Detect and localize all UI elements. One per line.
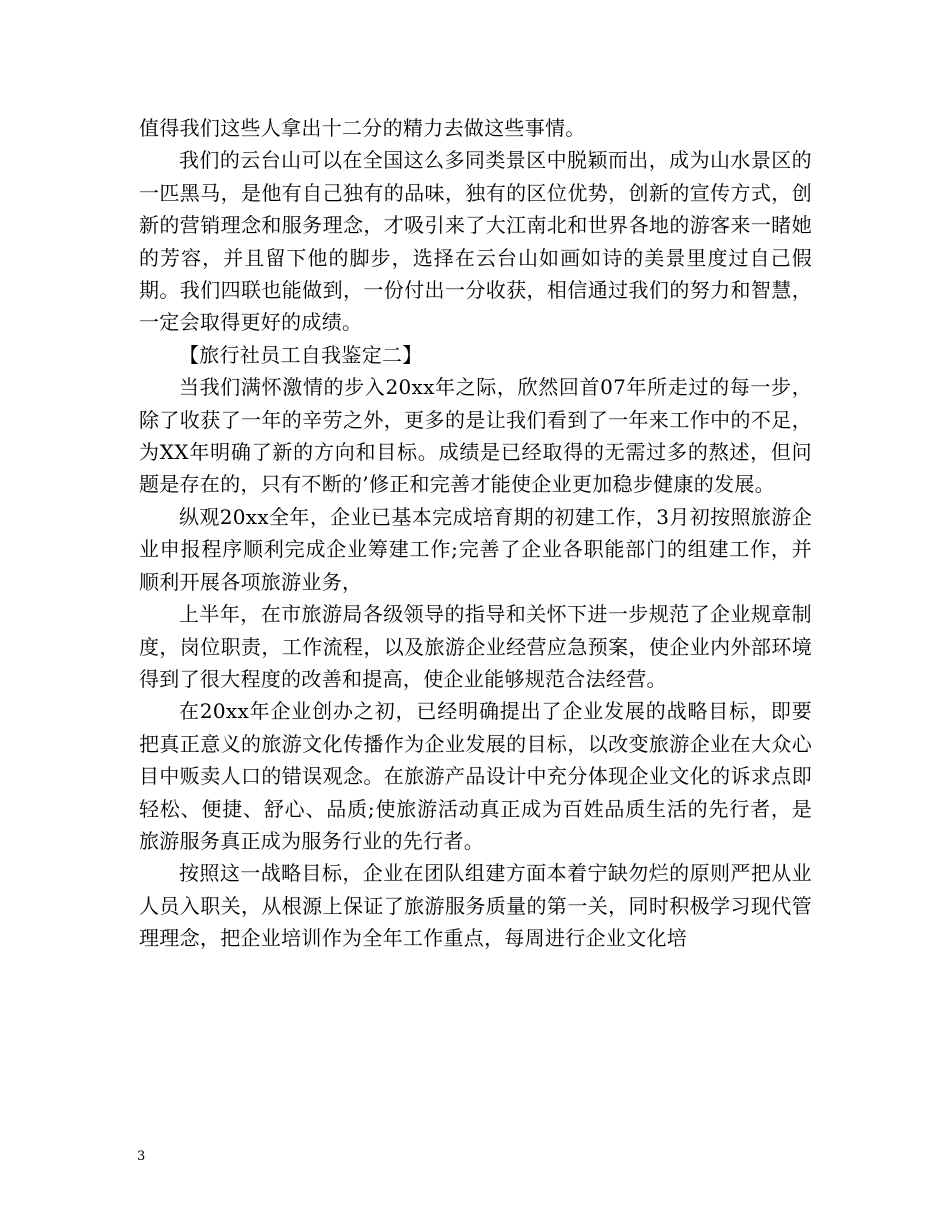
paragraph-intro: 当我们满怀激情的步入20xx年之际，欣然回首07年所走过的每一步，除了收获了一年的辛劳之外，更多的是让我们看到了一年来工作中的不足，为XX年明确了新的方向和目标。成绩是已经取得的无需过多的熬述，但问题是存在的，只有不断的’修正和完善才能使企业更加稳步健康的发展。 xyxy=(139,375,812,497)
paragraph-yuntaishan: 我们的云台山可以在全国这么多同类景区中脱颖而出，成为山水景区的一匹黑马，是他有自己独有的品味，独有的区位优势，创新的宣传方式，创新的营销理念和服务理念，才吸引来了大江南北和世界各地的游客来一睹她的芳容，并且留下他的脚步，选择在云台山如画如诗的美景里度过自己假期。我们四联也能做到，一份付出一分收获，相信通过我们的努力和智慧，一定会取得更好的成绩。 xyxy=(139,148,812,335)
paragraph-strategy: 在20xx年企业创办之初，已经明确提出了企业发展的战略目标，即要把真正意义的旅游文化传播作为企业发展的目标，以改变旅游企业在大众心目中贩卖人口的错误观念。在旅游产品设计中充分体现企业文化的诉求点即轻松、便捷、舒心、品质;使旅游活动真正成为百姓品质生活的先行者，是旅游服务真正成为服务行业的先行者。 xyxy=(139,699,812,853)
paragraph-overview: 纵观20xx全年，企业已基本完成培育期的初建工作，3月初按照旅游企业申报程序顺利完成企业筹建工作;完善了企业各职能部门的组建工作，并顺利开展各项旅游业务， xyxy=(139,504,812,594)
paragraph-first-half: 上半年，在市旅游局各级领导的指导和关怀下进一步规范了企业规章制度，岗位职责，工作流程，以及旅游企业经营应急预案，使企业内外部环境得到了很大程度的改善和提高，使企业能够规范合法经营。 xyxy=(139,602,812,691)
page-number: 3 xyxy=(137,1149,146,1164)
paragraph-continuation: 值得我们这些人拿出十二分的精力去做这些事情。 xyxy=(139,116,586,140)
document-body xyxy=(139,112,812,955)
paragraph-team: 按照这一战略目标，企业在团队组建方面本着宁缺勿烂的原则严把从业人员入职关，从根源上保证了旅游服务质量的第一关，同时积极学习现代管理理念，把企业培训作为全年工作重点，每周进行企业文化培 xyxy=(139,861,812,951)
section-heading: 【旅行社员工自我鉴定二】 xyxy=(179,342,423,367)
